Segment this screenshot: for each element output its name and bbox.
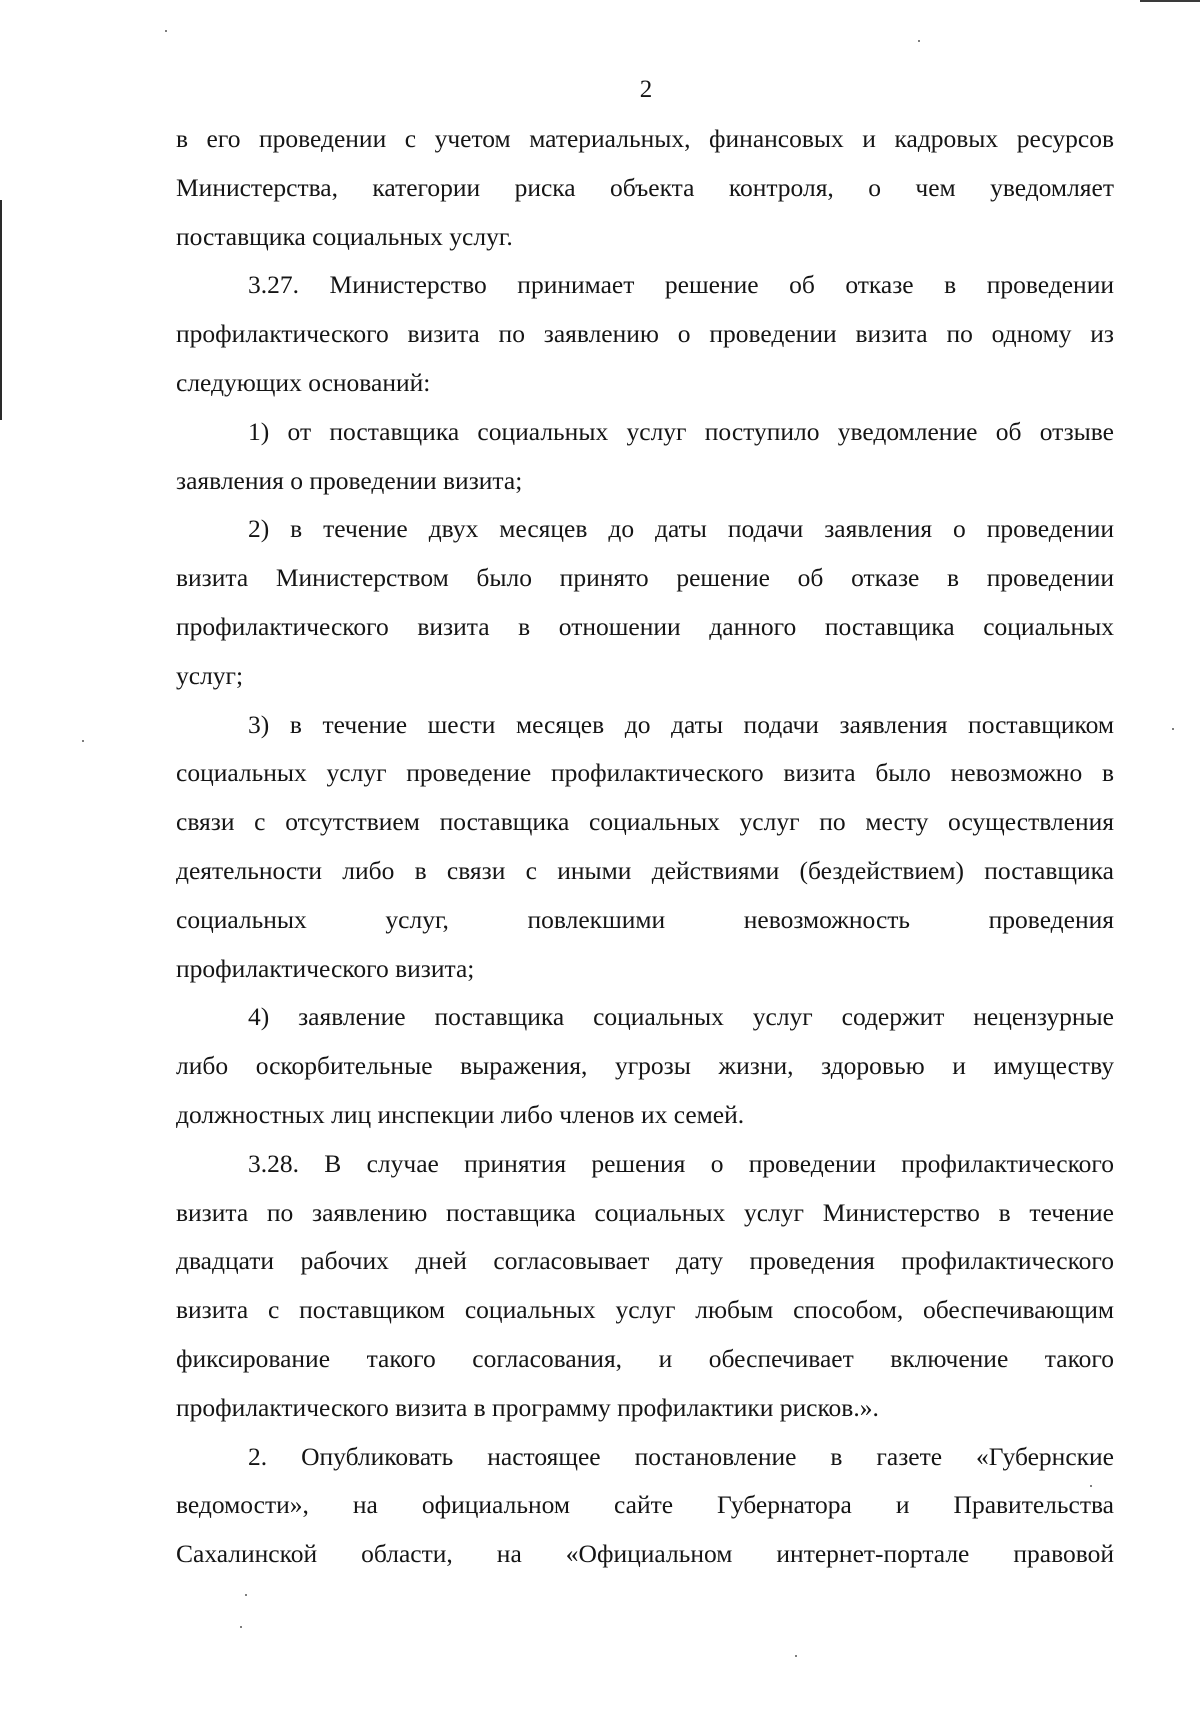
document-line: визита по заявлению поставщика социальных услуг Министерство в течение <box>176 1197 1114 1227</box>
document-line: связи с отсутствием поставщика социальных услуг по месту осуществления <box>176 807 1114 837</box>
document-line: Сахалинской области, на «Официальном интернет-портале правовой <box>176 1539 1114 1569</box>
document-line: 3.28. В случае принятия решения о проведении профилактического <box>248 1148 1114 1178</box>
document-line: 3) в течение шести месяцев до даты подачи заявления поставщиком <box>248 709 1114 739</box>
document-line: социальных услуг, повлекшими невозможность проведения <box>176 904 1114 934</box>
document-line: фиксирование такого согласования, и обеспечивает включение такого <box>176 1343 1114 1373</box>
scan-speck <box>1172 728 1174 730</box>
scan-speck <box>82 740 84 742</box>
document-line: в его проведении с учетом материальных, финансовых и кадровых ресурсов <box>176 124 1114 153</box>
document-line: услуг; <box>176 660 244 690</box>
document-line: двадцати рабочих дней согласовывает дату проведения профилактического <box>176 1246 1114 1276</box>
document-line: профилактического визита в отношении данного поставщика социальных <box>176 611 1114 641</box>
scan-edge-mark <box>0 200 2 420</box>
document-line: ведомости», на официальном сайте Губернатора и Правительства <box>176 1490 1114 1520</box>
document-line: профилактического визита; <box>176 953 475 983</box>
document-line: 1) от поставщика социальных услуг поступило уведомление об отзыве <box>248 416 1114 446</box>
document-line: должностных лиц инспекции либо членов их семей. <box>176 1099 745 1129</box>
document-line: визита с поставщиком социальных услуг любым способом, обеспечивающим <box>176 1295 1114 1325</box>
document-line: деятельности либо в связи с иными действиями (бездействием) поставщика <box>176 855 1114 885</box>
document-line: социальных услуг проведение профилактического визита было невозможно в <box>176 758 1114 788</box>
document-line: 4) заявление поставщика социальных услуг содержит нецензурные <box>248 1002 1114 1032</box>
document-line: 2) в течение двух месяцев до даты подачи заявления о проведении <box>248 514 1114 544</box>
scan-edge-mark <box>1140 0 1200 2</box>
page-number: 2 <box>639 76 653 103</box>
document-line: профилактического визита по заявлению о проведении визита по одному из <box>176 319 1114 349</box>
document-line: либо оскорбительные выражения, угрозы жизни, здоровью и имуществу <box>176 1051 1114 1081</box>
scan-speck <box>165 30 167 32</box>
document-line: визита Министерством было принято решение об отказе в проведении <box>176 563 1114 593</box>
document-line: поставщика социальных услуг. <box>176 221 513 251</box>
document-body <box>176 115 1114 1579</box>
document-line: следующих оснований: <box>176 367 431 397</box>
document-line: 3.27. Министерство принимает решение об отказе в проведении <box>248 270 1114 300</box>
document-line: заявления о проведении визита; <box>176 465 523 495</box>
scan-speck <box>240 1626 242 1628</box>
document-line: профилактического визита в программу профилактики рисков.». <box>176 1392 879 1422</box>
document-line: 2. Опубликовать настоящее постановление в газете «Губернские <box>248 1441 1114 1471</box>
scan-speck <box>795 1655 797 1657</box>
scan-speck <box>245 1594 247 1596</box>
document-line: Министерства, категории риска объекта контроля, о чем уведомляет <box>176 172 1114 202</box>
scan-speck <box>918 40 920 42</box>
